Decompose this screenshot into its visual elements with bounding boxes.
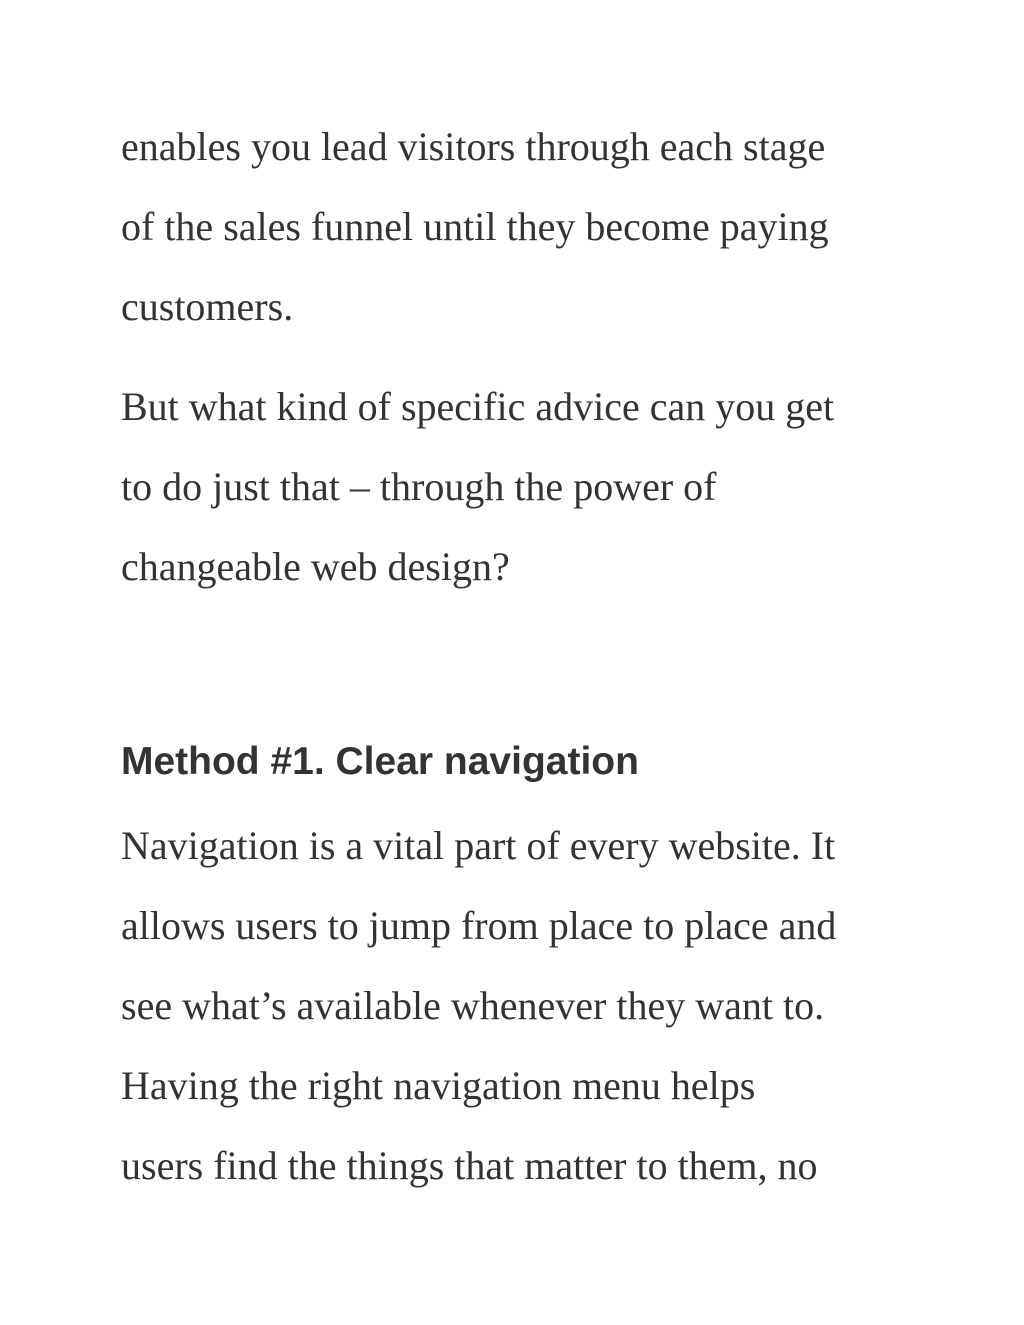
text-line: users find the things that matter to them, no <box>121 1143 818 1188</box>
text-line: see what’s available whenever they want to. <box>121 983 825 1028</box>
text-line: Having the right navigation menu helps <box>121 1063 756 1108</box>
text-line: enables you lead visitors through each stage <box>121 124 826 169</box>
text-line: to do just that – through the power of <box>121 464 717 509</box>
text-line: customers. <box>121 284 294 329</box>
text-line: allows users to jump from place to place and <box>121 903 837 948</box>
text-line: of the sales funnel until they become paying <box>121 204 829 249</box>
section-heading: Method #1. Clear navigation <box>121 740 639 783</box>
text-line: changeable web design? <box>121 544 510 589</box>
text-line: But what kind of specific advice can you get <box>121 384 835 429</box>
text-line: Navigation is a vital part of every website. It <box>121 823 836 868</box>
